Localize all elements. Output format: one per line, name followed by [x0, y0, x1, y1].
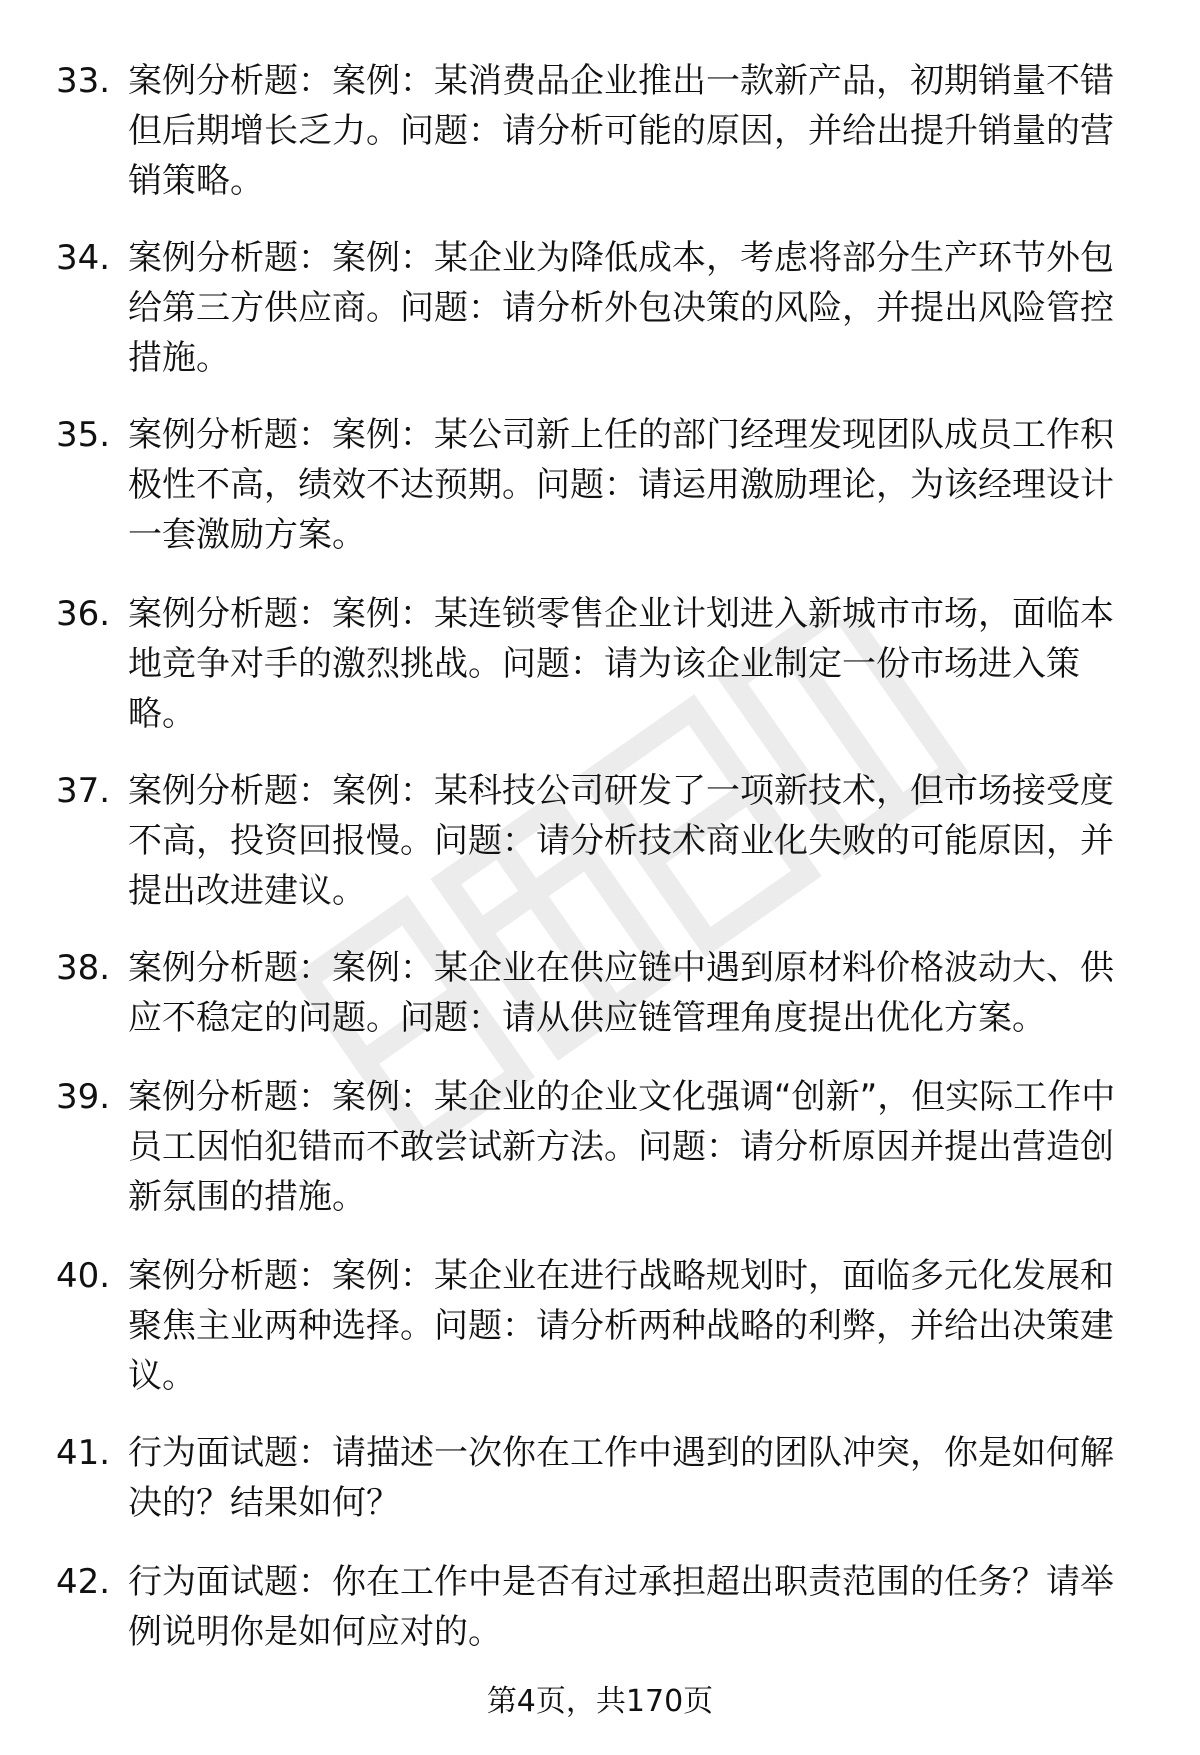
question-text: 案例分析题：案例：某企业在进行战略规划时，面临多元化发展和聚焦主业两种选择。问题：请分析两种战略的利弊，并给出决策建议。 [128, 1256, 1114, 1396]
question-number: 39. [56, 1077, 111, 1117]
question-number: 35. [56, 415, 111, 455]
question-text: 案例分析题：案例：某企业在供应链中遇到原材料价格波动大、供应不稳定的问题。问题：请从供应链管理角度提出优化方案。 [128, 948, 1114, 1038]
question-text: 案例分析题：案例：某消费品企业推出一款新产品，初期销量不错但后期增长乏力。问题：请分析可能的原因，并给出提升销量的营销策略。 [128, 61, 1114, 201]
question-text: 案例分析题：案例：某连锁零售企业计划进入新城市市场，面临本地竞争对手的激烈挑战。问题：请为该企业制定一份市场进入策略。 [128, 594, 1114, 734]
page-footer: 第4页，共170页 [486, 1684, 714, 1719]
question-number: 36. [56, 594, 111, 634]
question-text: 案例分析题：案例：某企业的企业文化强调“创新”，但实际工作中员工因怕犯错而不敢尝试新方法。问题：请分析原因并提出营造创新氛围的措施。 [128, 1077, 1116, 1217]
question-text: 案例分析题：案例：某企业为降低成本，考虑将部分生产环节外包给第三方供应商。问题：请分析外包决策的风险，并提出风险管控措施。 [128, 238, 1114, 378]
question-number: 34. [56, 238, 111, 278]
question-number: 40. [56, 1256, 111, 1296]
question-text: 行为面试题：你在工作中是否有过承担超出职责范围的任务？请举例说明你是如何应对的。 [128, 1562, 1114, 1652]
question-number: 37. [56, 771, 111, 811]
question-number: 38. [56, 948, 111, 988]
question-text: 案例分析题：案例：某公司新上任的部门经理发现团队成员工作积极性不高，绩效不达预期。问题：请运用激励理论，为该经理设计一套激励方案。 [128, 415, 1114, 555]
question-number: 33. [56, 61, 111, 101]
question-text: 案例分析题：案例：某科技公司研发了一项新技术，但市场接受度不高，投资回报慢。问题：请分析技术商业化失败的可能原因，并提出改进建议。 [128, 771, 1114, 911]
question-number: 41. [56, 1433, 111, 1473]
question-number: 42. [56, 1562, 111, 1602]
question-text: 行为面试题：请描述一次你在工作中遇到的团队冲突，你是如何解决的？结果如何？ [128, 1433, 1114, 1523]
